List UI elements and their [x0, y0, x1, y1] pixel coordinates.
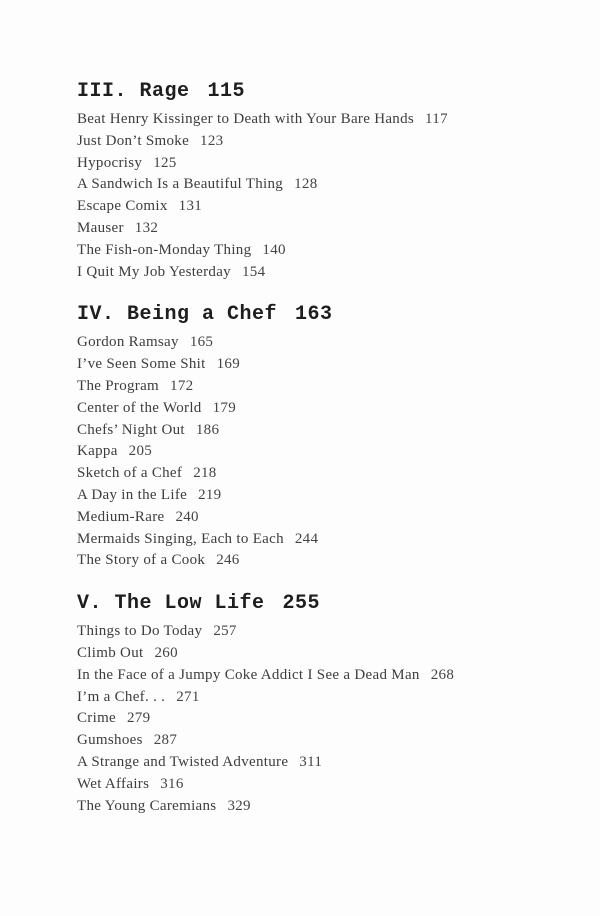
toc-entry-page-number: 246: [216, 552, 240, 569]
toc-entry-title: The Story of a Cook: [77, 552, 206, 569]
toc-entry-page-number: 128: [294, 176, 318, 193]
section-heading-label: III. Rage: [77, 80, 190, 103]
toc-section: [77, 303, 552, 572]
section-entry-list: [77, 332, 552, 572]
toc-entry-title: Crime: [77, 710, 116, 727]
toc-entry-title: Kappa: [77, 443, 118, 460]
toc-entry-page-number: 117: [425, 111, 448, 127]
toc-entry: [77, 131, 552, 153]
toc-entry-page-number: 165: [189, 334, 214, 351]
toc-entry-title: The Fish-on-Monday Thing: [77, 241, 252, 258]
toc-entry-title: Chefs’ Night Out: [77, 421, 185, 438]
toc-entry: [77, 621, 552, 643]
toc-entry-title: Sketch of a Chef: [77, 465, 183, 482]
section-entry-list: [77, 621, 552, 817]
toc-entry: [77, 665, 552, 687]
toc-entry-title: Wet Affairs: [77, 775, 150, 792]
toc-entry-page-number: 186: [195, 421, 220, 438]
section-heading: [77, 303, 552, 327]
toc-entry-title: A Day in the Life: [77, 486, 188, 503]
toc-entry: [77, 550, 552, 572]
toc-entry: [77, 774, 552, 796]
toc-entry-title: Escape Comix: [77, 198, 168, 215]
toc-entry-page-number: 218: [193, 465, 217, 482]
toc-entry-page-number: 316: [160, 775, 184, 792]
toc-entry: [77, 708, 552, 730]
toc-entry-title: Hypocrisy: [77, 154, 143, 171]
toc-entry: [77, 463, 552, 485]
toc-entry: [77, 109, 552, 131]
toc-entry: [77, 507, 552, 529]
toc-entry-title: A Strange and Twisted Adventure: [77, 753, 289, 770]
toc-entry: [77, 376, 552, 398]
toc-entry-page-number: 287: [153, 732, 178, 749]
toc-entry-title: Gumshoes: [77, 732, 143, 749]
toc-entry-title: Beat Henry Kissinger to Death with Your Bare Hands: [77, 111, 415, 127]
toc-entry-title: I’ve Seen Some Shit: [77, 356, 206, 373]
toc-entry-title: Mauser: [77, 219, 124, 236]
toc-entry: [77, 485, 552, 507]
toc-entry-page-number: 329: [227, 797, 251, 814]
toc-entry: [77, 796, 552, 818]
section-heading: [77, 592, 552, 616]
toc-entry: [77, 354, 552, 376]
toc-entry: [77, 643, 552, 665]
toc-entry-page-number: 279: [127, 710, 151, 727]
section-heading: [77, 80, 552, 104]
toc-entry: [77, 153, 552, 175]
toc-entry-page-number: 169: [216, 356, 241, 373]
toc-entry-page-number: 244: [294, 530, 319, 547]
section-entry-list: [77, 109, 552, 283]
toc-entry-page-number: 260: [154, 644, 178, 661]
toc-entry: [77, 529, 552, 551]
toc-entry-page-number: 140: [262, 241, 286, 258]
toc-entry-page-number: 179: [212, 399, 237, 416]
toc-entry-page-number: 125: [153, 154, 177, 171]
toc-entry-title: Medium-Rare: [77, 508, 165, 525]
toc-entry-page-number: 205: [128, 443, 153, 460]
toc-entry-title: Just Don’t Smoke: [77, 132, 190, 149]
section-heading-label: IV. Being a Chef: [77, 303, 278, 327]
toc-entry-page-number: 172: [170, 377, 194, 394]
toc-entry-page-number: 257: [213, 623, 237, 640]
toc-entry-page-number: 132: [134, 219, 159, 236]
toc-section: [77, 80, 552, 283]
toc-entry-page-number: 268: [430, 666, 455, 683]
toc-entry: [77, 730, 552, 752]
toc-entry: [77, 420, 552, 442]
toc-entry: [77, 196, 552, 218]
toc-entry-title: I Quit My Job Yesterday: [77, 263, 231, 280]
toc-entry-title: Center of the World: [77, 399, 202, 416]
toc-entry-title: Mermaids Singing, Each to Each: [77, 530, 284, 547]
table-of-contents: [77, 80, 552, 817]
toc-entry-page-number: 219: [198, 486, 222, 503]
toc-entry: [77, 218, 552, 240]
toc-entry-page-number: 271: [176, 688, 200, 705]
toc-entry: [77, 262, 552, 284]
toc-entry-title: Things to Do Today: [77, 623, 203, 640]
toc-entry-page-number: 154: [242, 263, 266, 280]
section-page-number: 255: [282, 592, 321, 616]
toc-entry-title: I’m a Chef. . .: [77, 688, 166, 705]
toc-entry: [77, 174, 552, 196]
toc-entry: [77, 752, 552, 774]
toc-entry-page-number: 123: [200, 132, 224, 149]
toc-entry-page-number: 240: [175, 508, 199, 525]
toc-entry: [77, 441, 552, 463]
toc-entry: [77, 687, 552, 709]
toc-entry: [77, 398, 552, 420]
section-page-number: 115: [207, 80, 246, 103]
toc-entry-title: The Program: [77, 377, 160, 394]
toc-entry-page-number: 131: [178, 198, 203, 215]
toc-entry-title: In the Face of a Jumpy Coke Addict I See a Dead Man: [77, 666, 420, 683]
toc-entry-title: The Young Caremians: [77, 797, 217, 814]
toc-entry-title: Climb Out: [77, 644, 144, 661]
section-page-number: 163: [295, 303, 333, 327]
toc-section: [77, 592, 552, 817]
toc-entry: [77, 240, 552, 262]
section-heading-label: V. The Low Life: [77, 592, 265, 616]
toc-entry-title: Gordon Ramsay: [77, 334, 179, 351]
toc-entry-title: A Sandwich Is a Beautiful Thing: [77, 176, 284, 193]
toc-entry-page-number: 311: [299, 753, 323, 770]
toc-entry: [77, 332, 552, 354]
